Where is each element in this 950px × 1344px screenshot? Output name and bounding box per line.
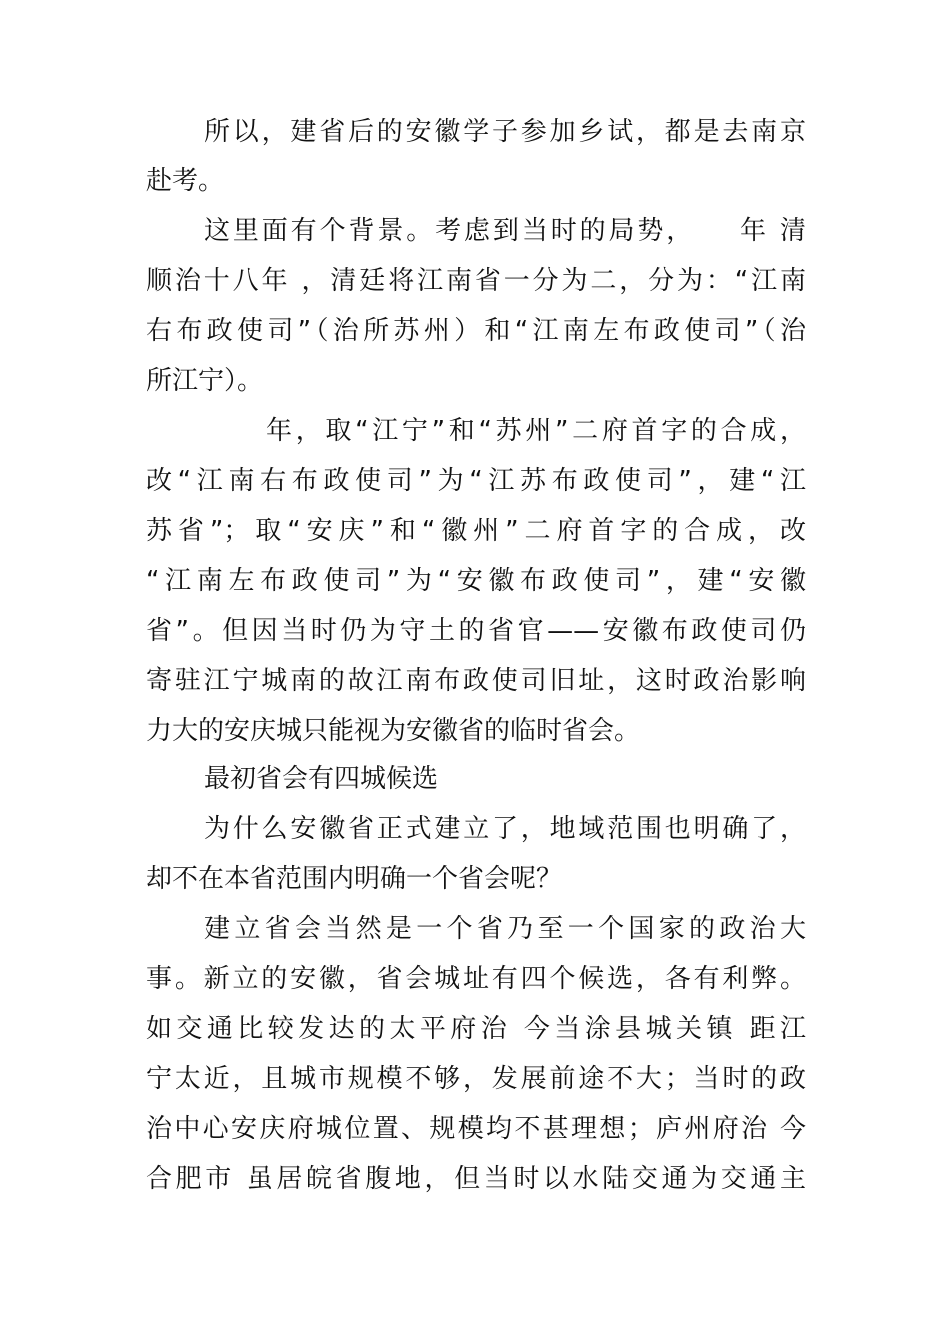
text-line: 如交通比较发达的太平府治 今当涂县城关镇 距江 bbox=[146, 1014, 806, 1044]
text-line: 治中心安庆府城位置、规模均不甚理想；庐州府治 今 bbox=[146, 1114, 806, 1144]
text-line: 右布政使司”（治所苏州）和“江南左布政使司”（治 bbox=[146, 316, 806, 346]
text-line: 寄驻江宁城南的故江南布政使司旧址，这时政治影响 bbox=[146, 666, 806, 696]
text-line: 合肥市 虽居皖省腹地，但当时以水陆交通为交通主 bbox=[146, 1164, 806, 1194]
text-line: 顺治十八年 ，清廷将江南省一分为二，分为：“江南 bbox=[146, 266, 806, 296]
text-line: 年，取“江宁”和“苏州”二府首字的合成， bbox=[266, 416, 806, 446]
text-line: 力大的安庆城只能视为安徽省的临时省会。 bbox=[146, 716, 641, 746]
text-line: 建立省会当然是一个省乃至一个国家的政治大 bbox=[204, 914, 806, 944]
text-line: 宁太近，且城市规模不够，发展前途不大；当时的政 bbox=[146, 1064, 806, 1094]
text-line: 所江宁）。 bbox=[146, 366, 264, 396]
text-line: 所以，建省后的安徽学子参加乡试，都是去南京 bbox=[204, 117, 806, 147]
text-line: 事。新立的安徽，省会城址有四个候选，各有利弊。 bbox=[146, 964, 806, 994]
section-heading: 最初省会有四城候选 bbox=[204, 764, 439, 794]
text-line: 赴考。 bbox=[146, 166, 225, 196]
text-line: 这里面有个背景。考虑到当时的局势， 年 清 bbox=[204, 216, 806, 246]
text-line: 苏省”；取“安庆”和“徽州”二府首字的合成，改 bbox=[146, 516, 806, 546]
text-line: 省”。但因当时仍为守土的省官——安徽布政使司仍 bbox=[146, 616, 806, 646]
text-line: 为什么安徽省正式建立了，地域范围也明确了， bbox=[204, 814, 806, 844]
text-line: 却不在本省范围内明确一个省会呢？ bbox=[146, 864, 563, 894]
text-line: 改“江南右布政使司”为“江苏布政使司”，建“江 bbox=[146, 466, 806, 496]
text-line: “江南左布政使司”为“安徽布政使司”，建“安徽 bbox=[146, 566, 806, 596]
